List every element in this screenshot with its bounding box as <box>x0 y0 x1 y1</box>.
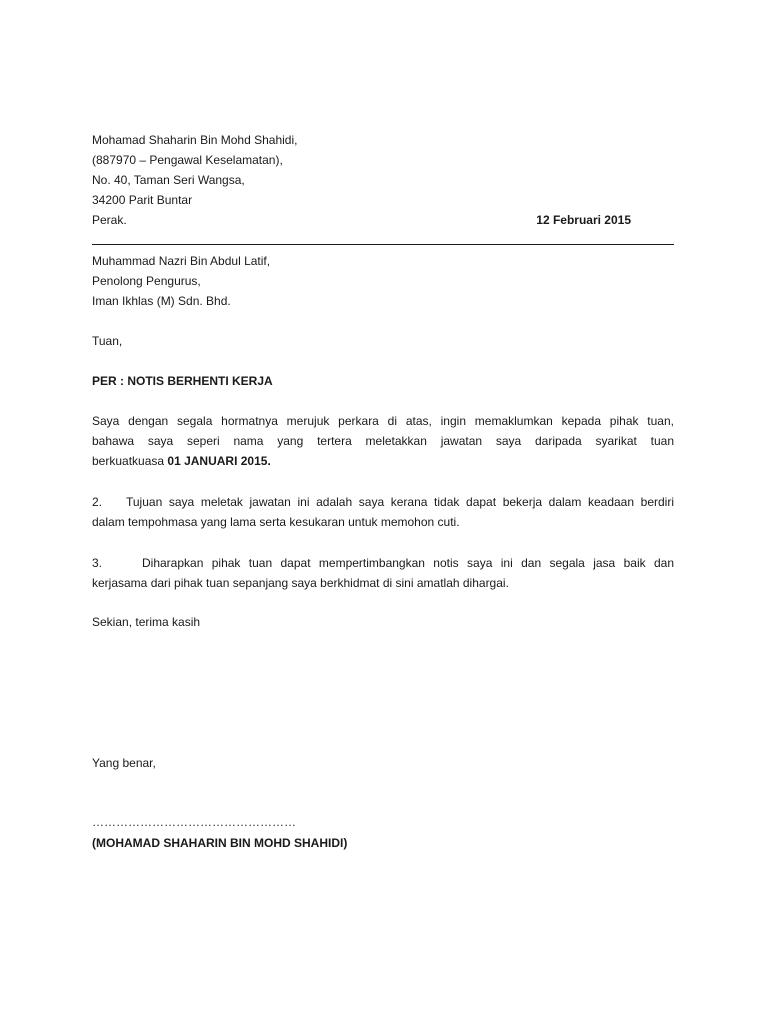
paragraph-3 <box>92 553 674 593</box>
paragraph-2-line-1-text: Tujuan saya meletak jawatan ini adalah saya kerana tidak dapat bekerja dalam keadaan berdiri <box>126 495 674 509</box>
recipient-company: Iman Ikhlas (M) Sdn. Bhd. <box>92 294 231 308</box>
sender-address-line-2: 34200 Parit Buntar <box>92 193 193 207</box>
paragraph-3-line-1 <box>92 553 674 573</box>
subject-heading: PER : NOTIS BERHENTI KERJA <box>92 374 273 388</box>
paragraph-1-line-2: bahawa saya seperi nama yang tertera meletakkan jawatan saya daripada syarikat tuan <box>92 434 674 448</box>
paragraph-3-number: 3. <box>92 556 103 570</box>
effective-date: 01 JANUARI 2015. <box>167 454 271 468</box>
sign-off: Yang benar, <box>92 756 156 770</box>
paragraph-1-line-3 <box>92 451 674 471</box>
sender-id-position: (887970 – Pengawal Keselamatan), <box>92 153 283 167</box>
paragraph-1-line-1: Saya dengan segala hormatnya merujuk perkara di atas, ingin memaklumkan kepada pihak tuan, <box>92 414 674 428</box>
recipient-name: Muhammad Nazri Bin Abdul Latif, <box>92 254 271 268</box>
recipient-title: Penolong Pengurus, <box>92 274 201 288</box>
paragraph-3-line-2: kerjasama dari pihak tuan sepanjang saya berkhidmat di sini amatlah dihargai. <box>92 576 509 590</box>
paragraph-2-line-2: dalam tempohmasa yang lama serta kesukaran untuk memohon cuti. <box>92 515 460 529</box>
sender-address-line-1: No. 40, Taman Seri Wangsa, <box>92 173 245 187</box>
header-divider <box>92 244 674 245</box>
paragraph-1-line-3-text: berkuatkuasa <box>92 454 165 468</box>
letter-date: 12 Februari 2015 <box>536 213 631 227</box>
paragraph-2-number: 2. <box>92 495 103 509</box>
closing-remark: Sekian, terima kasih <box>92 615 201 629</box>
signatory-name: (MOHAMAD SHAHARIN BIN MOHD SHAHIDI) <box>92 836 348 850</box>
paragraph-3-line-1-text: Diharapkan pihak tuan dapat mempertimbangkan notis saya ini dan segala jasa baik dan <box>142 556 674 570</box>
paragraph-2-line-1 <box>92 492 674 512</box>
salutation: Tuan, <box>92 334 123 348</box>
paragraph-2 <box>92 492 674 532</box>
signature-line: …………………………………………… <box>92 815 296 829</box>
paragraph-1 <box>92 411 674 471</box>
sender-address-line-3: Perak. <box>92 213 127 227</box>
sender-name: Mohamad Shaharin Bin Mohd Shahidi, <box>92 133 298 147</box>
